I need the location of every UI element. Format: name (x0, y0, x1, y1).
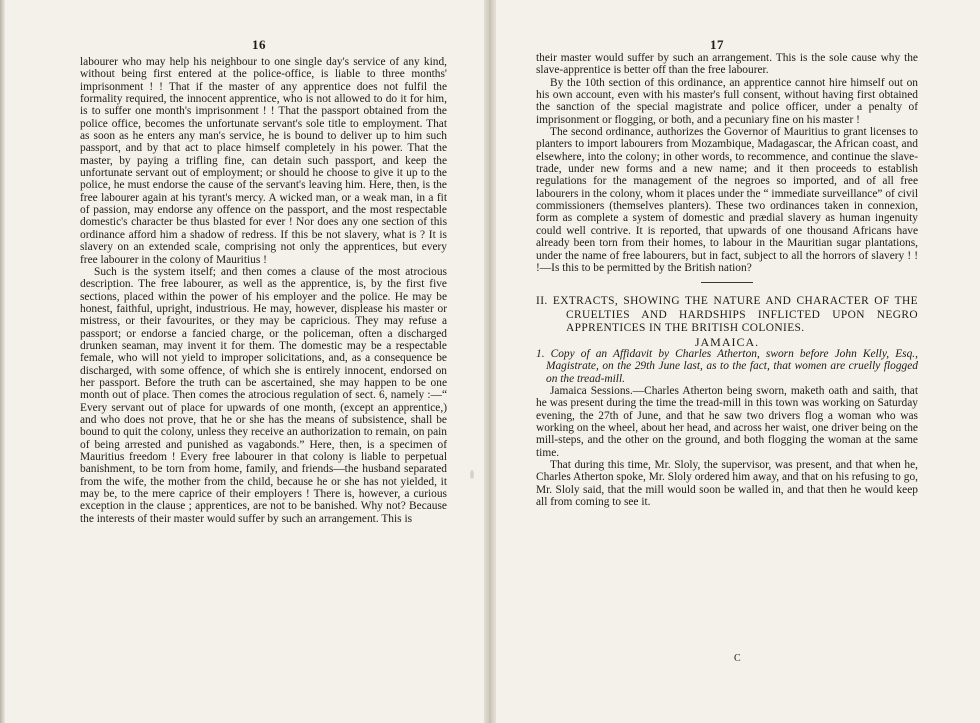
left-page (0, 0, 489, 723)
left-page-body (80, 56, 447, 525)
affidavit-paragraph: Jamaica Sessions.—Charles Atherton being sworn, maketh oath and saith, that he was present during the time the tread-mill in this town was working on Saturday evening, the 27th of June, and that he saw two drivers flog a woman who was working on the wheel, about her head, and across her waist, one driver being on the mill-steps, and the other on the ground, and both flogging the woman at the same time. (536, 385, 918, 459)
left-page-number: 16 (252, 37, 266, 52)
paper-blemish (470, 470, 474, 479)
right-paragraph: The second ordinance, authorizes the Governor of Mauritius to grant licenses to planters to import labourers from Mozambique, Madagascar, the African coast, and elsewhere, into the colony; in other words, to recommence, and continue the slave-trade, under new forms and a new name; and it then proceeds to establish regulations for the management of the negroes so imported, and of all free labourers in the colony, whom it places under the “ immediate surveillance” of civil commissioners (themselves planters). These two ordinances taken in connexion, form as complete a system of domestic and prædial slavery as human ingenuity could well contrive. It is reported, that upwards of one thousand Africans have already been torn from their homes, to labour in the Mauritian sugar plantations, under the name of free labourers, but in fact, subject to all the horrors of slavery ! ! !—Is this to be permitted by the British nation? (536, 126, 918, 274)
right-page-body (536, 52, 918, 509)
left-paragraph: Such is the system itself; and then comes a clause of the most atrocious description. The free labourer, as well as the apprentice, is, by the first five sections, placed within the power of his employer and the police. He may be honest, faithful, upright, industrious. He may, however, displease his master or mistress, or their favourites, or they may be capricious. They may refuse a passport; or endorse a fancied charge, or the policeman, often a discharged drunken seaman, may invent it for them. The domestic may be a respectable female, who will not yield to improper solicitations, and, as a consequence be discharged, with some offence, of which she is entirely innocent, endorsed on her passport. Before the truth can be ascertained, she may happen to be one month out of place. Then comes the atrocious regulation of sect. 6, namely :—“ Every servant out of place for upwards of one month, (except an apprentice,) and who does not prove, that he or she has the means of subsistence, shall be bound to quit the colony, unless they receive an authorization to remain, on pain of being arrested and punished as vagabonds.” Here, then, is a specimen of Mauritius freedom ! Every free labourer in that colony is liable to perpetual banishment, to be torn from home, family, and friends—the husband separated from the wife, the mother from the child, because he or she has not yielded, it may be, to the mere caprice of their employers ! There is, however, a curious exception in the clause ; apprentices, are not to be banished. Why not? Because the interests of their master would suffer by such an arrangement. This is (80, 265, 447, 525)
section-heading: II. EXTRACTS, SHOWING THE NATURE AND CHARACTER OF THE CRUELTIES AND HARDSHIPS INFLICTED UPON NEGRO APPRENTICES IN THE BRITISH COLONIES. (536, 295, 918, 335)
left-paragraph: labourer who may help his neighbour to one single day's service of any kind, without being first entered at the police-office, is liable to three months' imprisonment ! ! That if the master of any apprentice does not fulfil the formality required, the innocent apprentice, who is not allowed to do it for him, is to suffer one month's imprisonment ! ! That the passport obtained from the police office, becomes the unfortunate servant's sole title to employment. That as soon as he enters any man's service, he is bound to deliver up to him such passport, and by that act to place himself completely in his power. That the master, by paying a trifling fine, can detain such passport, and keep the unfortunate servant out of employment; or should he choose to give it up to the police, he must endorse the cause of the servant's leaving him. Here, then, is the free labourer again at his tyrant's mercy. A wicked man, or a weak man, in a fit of passion, may endorse any offence on the passport, and the most respectable domestic's character be thus blasted for ever ! Nor does any one section of this ordinance afford him a shadow of redress. If this be not slavery, what is ? It is slavery on an extended scale, comprising not only the apprentices, but every free labourer in the colony of Mauritius ! (80, 56, 447, 266)
right-page (491, 0, 980, 723)
right-page-number: 17 (710, 37, 724, 52)
right-paragraph: By the 10th section of this ordinance, an apprentice cannot hire himself out on his own account, even with his master's full consent, without having first obtained the sanction of the special magistrate and police officer, under a penalty of imprisonment or flogging, or both, and a pecuniary fine on his master ! (536, 76, 918, 126)
signature-mark: C (734, 653, 741, 664)
book-gutter (484, 0, 496, 723)
affidavit-paragraph: That during this time, Mr. Sloly, the supervisor, was present, and that when he, Charles Atherton spoke, Mr. Sloly ordered him away, and that on his refusing to go, Mr. Sloly said, that the mill would soon be walled in, and that then he would keep all from coming to see it. (536, 459, 918, 509)
left-edge-shadow (0, 0, 5, 723)
right-paragraph: their master would suffer by such an arrangement. This is the sole cause why the slave-apprentice is better off than the free labourer. (536, 52, 918, 77)
section-divider (701, 282, 753, 283)
affidavit-title: 1. Copy of an Affidavit by Charles Atherton, sworn before John Kelly, Esq., Magistrate, on the 29th June last, as to the fact, that women are cruelly flogged on the tread-mill. (536, 348, 918, 385)
country-heading: JAMAICA. (694, 334, 760, 349)
